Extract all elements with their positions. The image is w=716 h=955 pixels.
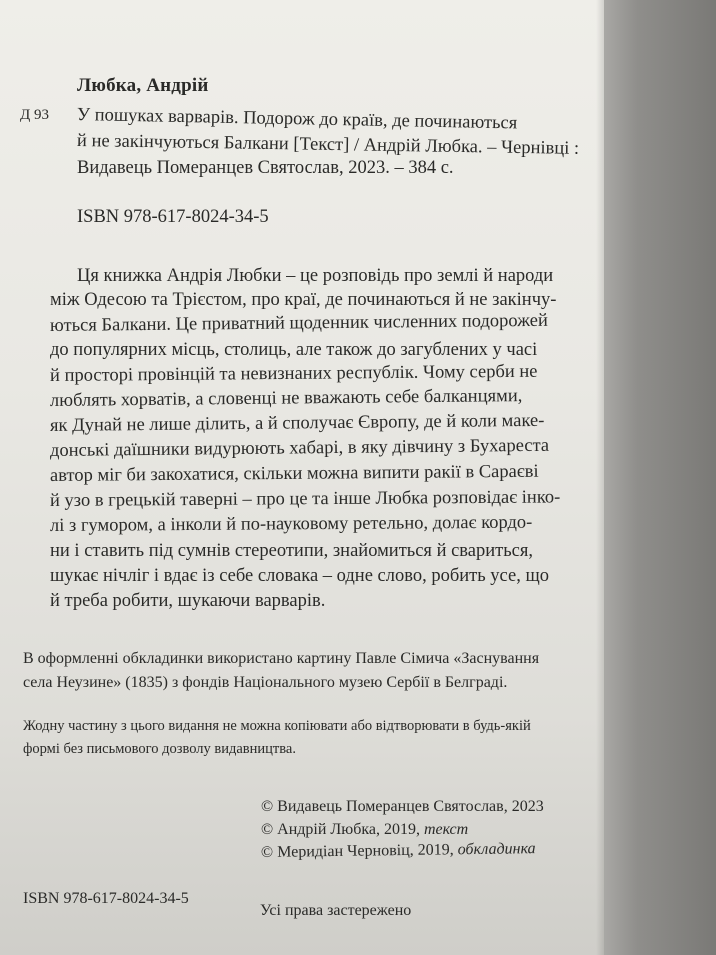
rights-note-line-1: Жодну частину з цього видання не можна копіювати або відтворювати в будь-якій [23,718,531,734]
isbn-line: ISBN 978-617-8024-34-5 [77,207,269,227]
copyright-cover-main: © Меридіан Черновіц, 2019, [260,841,458,861]
page-edge-shadow [596,0,604,955]
annotation-line: Ця книжка Андрія Любки – це розповідь про землі й народи [77,266,554,286]
annotation-line: лі з гумором, а інколи й по-науковому ретельно, долає кордо- [49,512,533,536]
annotation-line: як Дунай не лише ділить, а й сполучає Європу, де й коли маке- [49,410,545,436]
annotation-line: люблять хорватів, а словенці не вважають себе балканцями, [49,386,523,411]
annotation-line: до популярних місць, столиць, але також до загублених у часі [50,340,538,360]
library-code: Д 93 [20,107,49,123]
copyright-cover [261,840,536,862]
copyright-cover-role: обкладинка [457,840,536,859]
cover-note-line-2: села Неузине» (1835) з фондів Національного музею Сербії в Белграді. [23,674,508,691]
bibliographic-line-3: Видавець Померанцев Святослав, 2023. – 384 с. [77,158,454,178]
background-shadow [604,0,716,955]
author-heading: Любка, Андрій [77,75,209,96]
annotation-line: ни і ставить під сумнів стереотипи, знайомиться й свариться, [50,541,534,561]
copyright-publisher: © Видавець Померанцев Святослав, 2023 [261,798,544,815]
bibliographic-line-1: У пошуках варварів. Подорож до країв, де починаються [76,105,518,134]
annotation-line: між Одесою та Трієстом, про краї, де починаються й не закінчу- [50,290,557,310]
cover-note-line-1: В оформленні обкладинки використано картину Павле Сімича «Заснування [23,650,540,667]
annotation-line: шукає нічліг і вдає із себе словака – одне слово, робить усе, що [50,566,549,586]
annotation-line: й просторі провінцій та невизнаних республік. Чому серби не [49,361,538,386]
copyright-author-main: © Андрій Любка, 2019, [261,821,424,838]
footer-isbn: ISBN 978-617-8024-34-5 [23,890,189,907]
copyright-author [261,821,468,839]
all-rights-reserved: Усі права застережено [260,902,412,919]
annotation-line: й узо в грецькій таверні – про це та інше Любка розповідає інко- [49,487,561,511]
annotation-line: ються Балкани. Це приватний щоденник численних подорожей [49,310,548,336]
annotation-line: автор міг би закохатися, скільки можна випити ракії в Сараєві [49,461,539,486]
annotation-line: донські даїшники видурюють хабарі, в яку дівчину з Бухареста [49,435,550,461]
annotation-line: й треба робити, шукаючи варварів. [50,591,326,611]
rights-note-line-2: формі без письмового дозволу видавництва. [23,741,296,757]
copyright-author-role: текст [424,821,469,838]
bibliographic-line-2: й не закінчуються Балкани [Текст] / Андрій Любка. – Чернівці : [76,131,580,159]
